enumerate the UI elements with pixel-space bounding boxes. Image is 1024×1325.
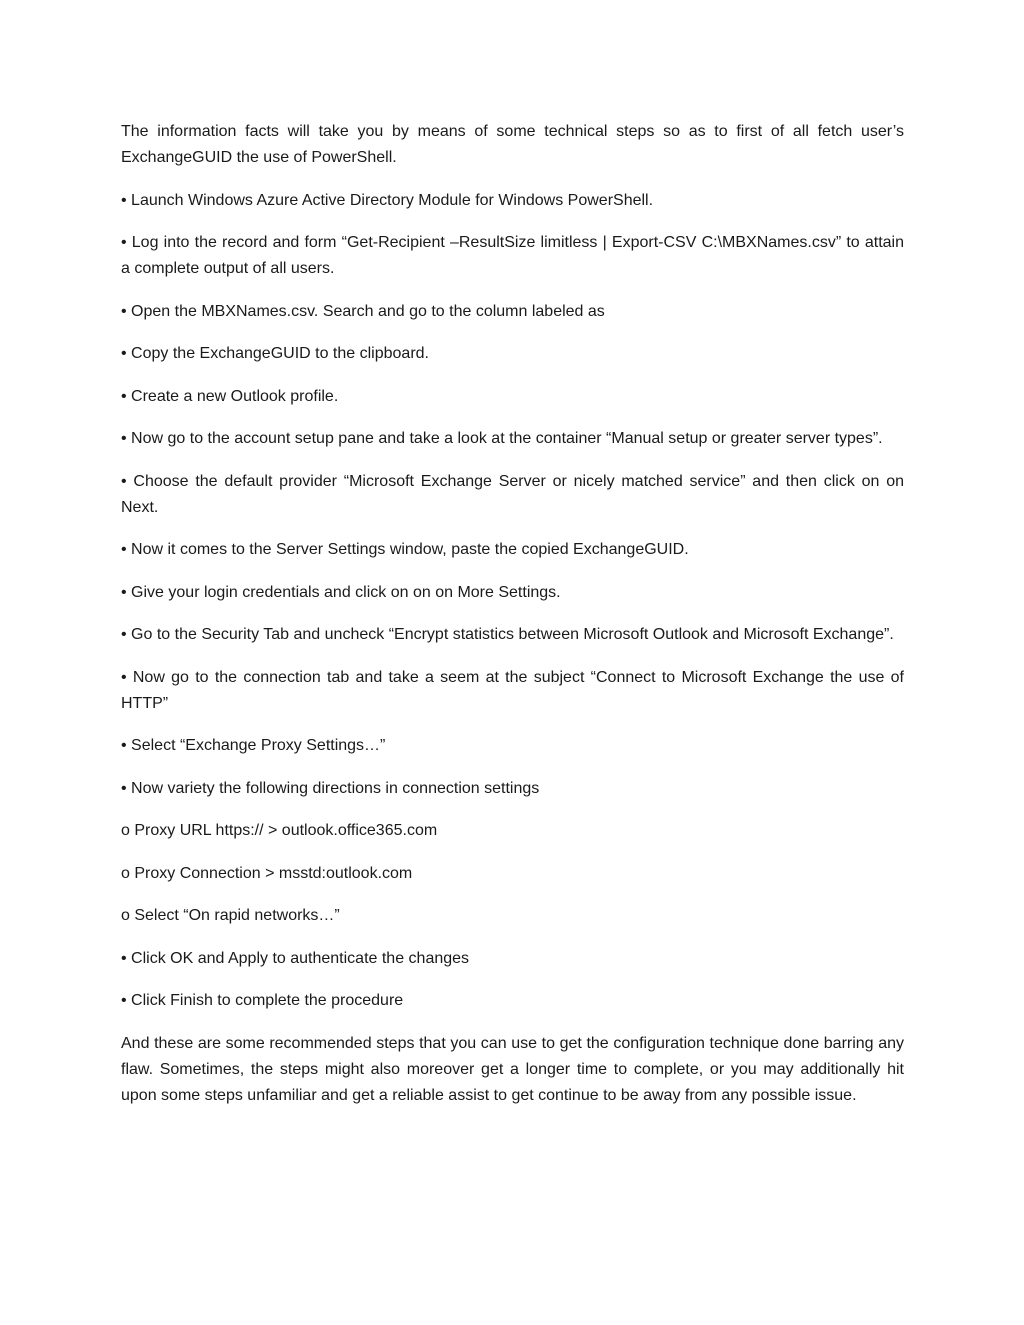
- step-security-tab: • Go to the Security Tab and uncheck “Encrypt statistics between Microsoft Outlook and Microsoft Exchange”.: [121, 626, 894, 643]
- substep-proxy-connection: o Proxy Connection > msstd:outlook.com: [121, 864, 413, 882]
- step-export-csv: • Log into the record and form “Get-Recipient –ResultSize limitless | Export-CSV C:\MBXNames.csv” to attain a complete output of all users.: [121, 234, 904, 277]
- step-copy-guid: • Copy the ExchangeGUID to the clipboard.: [121, 345, 429, 362]
- substep-rapid-networks: o Select “On rapid networks…”: [121, 907, 340, 924]
- step-click-finish: • Click Finish to complete the procedure: [121, 992, 404, 1009]
- step-manual-setup: • Now go to the account setup pane and take a look at the container “Manual setup or greater server types”.: [121, 430, 883, 447]
- intro-paragraph: The information facts will take you by means of some technical steps so as to first of all fetch user’s ExchangeGUID the use of PowerShell.: [121, 123, 904, 166]
- step-click-ok-apply: • Click OK and Apply to authenticate the changes: [121, 949, 470, 967]
- step-choose-provider: • Choose the default provider “Microsoft Exchange Server or nicely matched service” and then click on on Next.: [121, 472, 904, 516]
- step-launch-powershell: • Launch Windows Azure Active Directory Module for Windows PowerShell.: [121, 191, 654, 209]
- step-create-profile: • Create a new Outlook profile.: [121, 387, 339, 405]
- step-open-csv: • Open the MBXNames.csv. Search and go to the column labeled as: [121, 302, 605, 320]
- step-connection-tab: • Now go to the connection tab and take a seem at the subject “Connect to Microsoft Exchange the use of HTTP”: [121, 668, 904, 712]
- substep-proxy-url: o Proxy URL https:// > outlook.office365.com: [121, 822, 438, 839]
- closing-paragraph: And these are some recommended steps that you can use to get the configuration technique done barring any flaw. Sometimes, the steps might also moreover get a longer time to complete, or you may additionally hit upon some steps unfamiliar and get a reliable assist to get continue to be away from any possible issue.: [121, 1034, 904, 1104]
- step-connection-directions: • Now variety the following directions in connection settings: [121, 779, 540, 797]
- step-server-settings: • Now it comes to the Server Settings window, paste the copied ExchangeGUID.: [121, 541, 689, 558]
- step-login-credentials: • Give your login credentials and click on on on More Settings.: [121, 583, 561, 601]
- document-page: [121, 119, 904, 1125]
- step-proxy-settings: • Select “Exchange Proxy Settings…”: [121, 737, 386, 754]
